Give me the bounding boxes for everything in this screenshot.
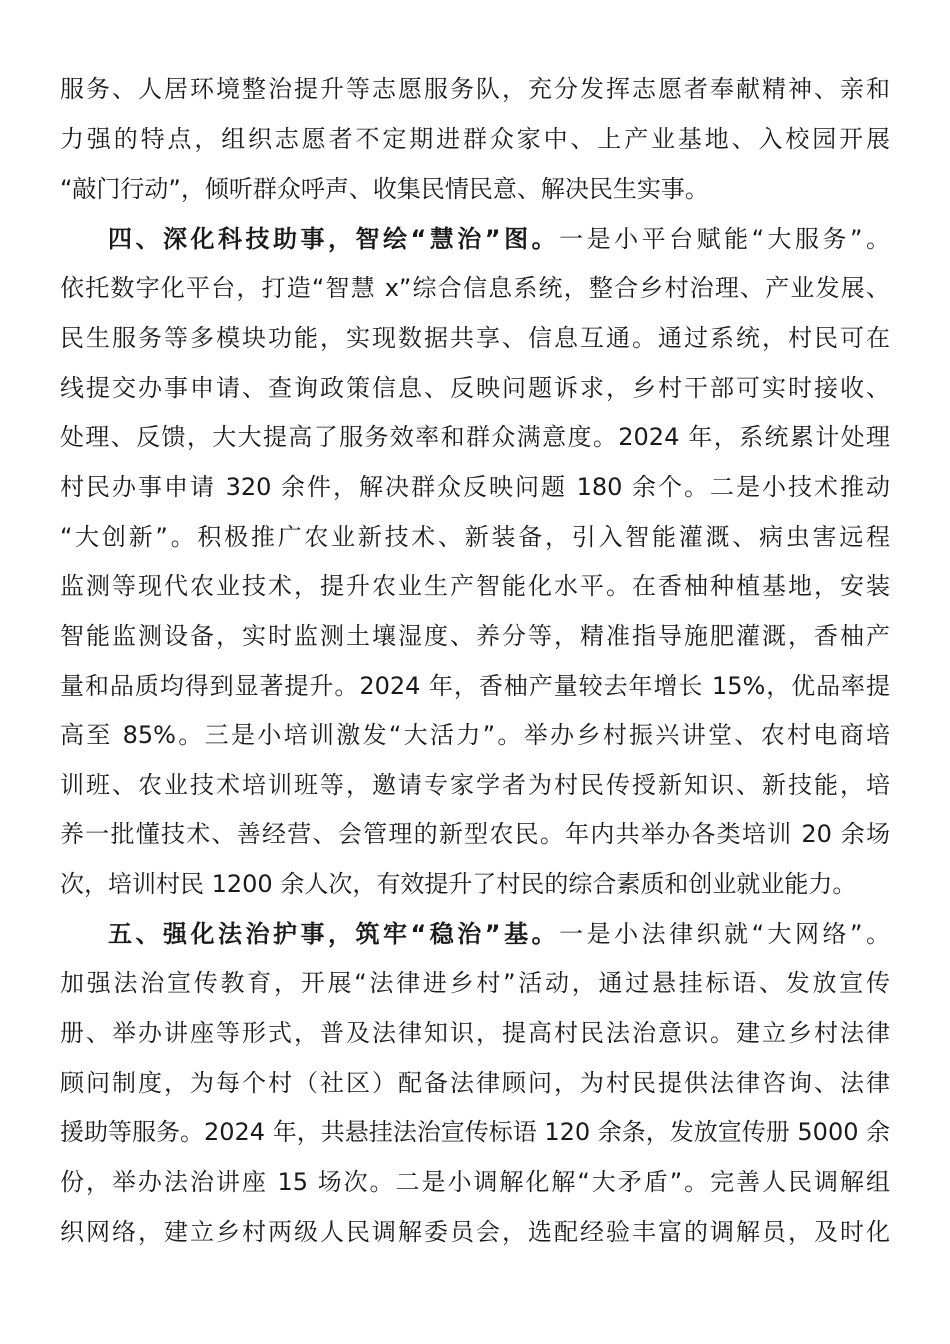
paragraph-line: 训班、农业技术培训班等，邀请专家学者为村民传授新知识、新技能，培 [60,771,890,799]
section-5-lead-text: 一是小法律织就“大网络”。 [559,920,890,948]
paragraph-line: 养一批懂技术、善经营、会管理的新型农民。年内共举办各类培训 20 余场 [60,820,890,848]
paragraph-line: 援助等服务。2024 年，共悬挂法治宣传标语 120 余条，发放宣传册 5000 余 [60,1118,891,1146]
section-4-first-line [108,224,890,254]
paragraph-line: 线提交办事申请、查询政策信息、反映问题诉求，乡村干部可实时接收、 [60,374,890,402]
paragraph-line: 顾问制度，为每个村（社区）配备法律顾问，为村民提供法律咨询、法律 [60,1069,890,1097]
paragraph-line: 智能监测设备，实时监测土壤湿度、养分等，精准指导施肥灌溉，香柚产 [60,622,890,650]
paragraph-line: 村民办事申请 320 余件，解决群众反映问题 180 余个。二是小技术推动 [60,473,890,501]
paragraph-line: 高至 85%。三是小培训激发“大活力”。举办乡村振兴讲堂、农村电商培 [60,721,890,749]
paragraph-line: 民生服务等多模块功能，实现数据共享、信息互通。通过系统，村民可在 [60,324,890,352]
paragraph-line: 依托数字化平台，打造“智慧 x”综合信息系统，整合乡村治理、产业发展、 [60,274,890,302]
paragraph-line: 份，举办法治讲座 15 场次。二是小调解化解“大矛盾”。完善人民调解组 [60,1168,890,1196]
section-5-first-line [108,919,890,949]
paragraph-line: 力强的特点，组织志愿者不定期进群众家中、上产业基地、入校园开展 [60,125,890,153]
paragraph-line: “大创新”。积极推广农业新技术、新装备，引入智能灌溉、病虫害远程 [60,523,890,551]
section-4-lead-text: 一是小平台赋能“大服务”。 [559,225,890,253]
paragraph-line: 册、举办讲座等形式，普及法律知识，提高村民法治意识。建立乡村法律 [60,1019,890,1047]
paragraph-line: 服务、人居环境整治提升等志愿服务队，充分发挥志愿者奉献精神、亲和 [60,75,890,103]
section-4-heading: 四、深化科技助事，智绘“慧治”图。 [108,225,560,253]
paragraph-line: 织网络，建立乡村两级人民调解委员会，选配经验丰富的调解员，及时化 [60,1218,890,1246]
paragraph-line: 加强法治宣传教育，开展“法律进乡村”活动，通过悬挂标语、发放宣传 [60,969,890,997]
paragraph-line: “敲门行动”，倾听群众呼声、收集民情民意、解决民生实事。 [60,175,709,203]
paragraph-line: 次，培训村民 1200 余人次，有效提升了村民的综合素质和创业就业能力。 [60,870,857,898]
section-5-heading: 五、强化法治护事，筑牢“稳治”基。 [108,920,560,948]
paragraph-line: 处理、反馈，大大提高了服务效率和群众满意度。2024 年，系统累计处理 [60,423,890,451]
paragraph-line: 量和品质均得到显著提升。2024 年，香柚产量较去年增长 15%，优品率提 [60,672,890,700]
paragraph-line: 监测等现代农业技术，提升农业生产智能化水平。在香柚种植基地，安装 [60,572,890,600]
